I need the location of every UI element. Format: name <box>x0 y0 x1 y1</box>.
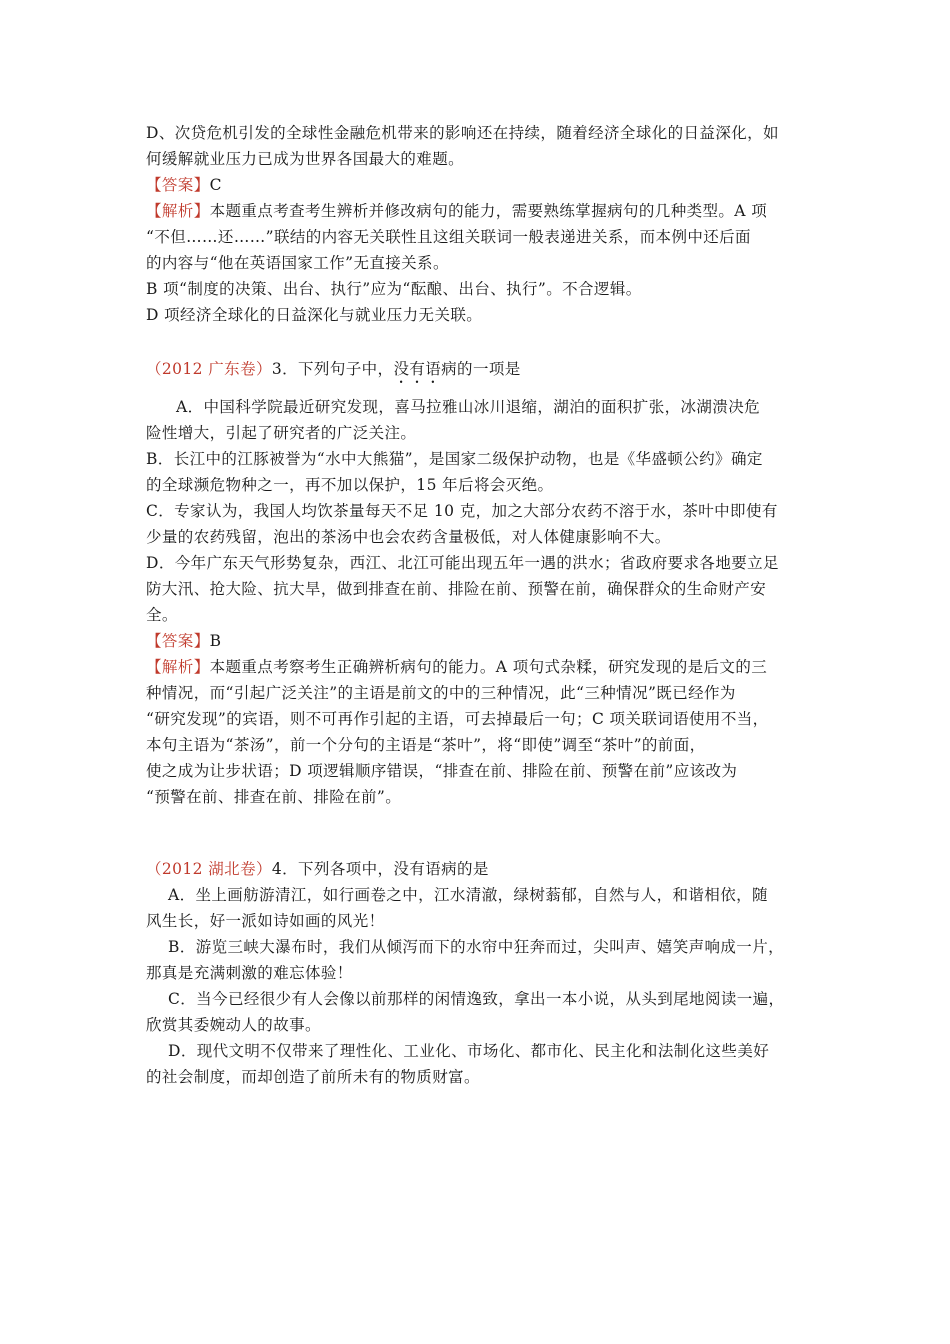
analysis-tag: 【解析】 <box>146 658 210 676</box>
option-c-line: 少量的农药残留，泡出的茶汤中也会农药含量极低，对人体健康影响不大。 <box>146 528 671 546</box>
analysis-line: 本句主语为“茶汤”，前一个分句的主语是“茶叶”，将“即使”调至“茶叶”的前面， <box>146 736 706 754</box>
analysis-line: “预警在前、排查在前、排险在前”。 <box>146 788 402 806</box>
option-d-line: 的社会制度，而却创造了前所未有的物质财富。 <box>146 1068 480 1086</box>
option-c-line: C．当今已经很少有人会像以前那样的闲情逸致，拿出一本小说，从头到尾地阅读一遍， <box>168 990 785 1008</box>
option-c-line: 欣赏其委婉动人的故事。 <box>146 1016 321 1034</box>
option-a-line: 风生长，好一派如诗如画的风光！ <box>146 912 385 930</box>
analysis-line: “研究发现”的宾语，则不可再作引起的主语，可去掉最后一句；C 项关联词语使用不当， <box>146 710 769 728</box>
option-d-line: D．今年广东天气形势复杂，西江、北江可能出现五年一遇的洪水；省政府要求各地要立足 <box>146 554 779 572</box>
analysis-line <box>146 198 816 224</box>
option-a-line: A．中国科学院最近研究发现，喜马拉雅山冰川退缩，湖泊的面积扩张，冰湖溃决危 <box>176 398 760 416</box>
answer-line <box>146 628 816 654</box>
answer-value: B <box>209 632 222 650</box>
analysis-line: “不但……还……”联结的内容无关联性且这组关联词一般表递进关系，而本例中还后面 <box>146 228 751 246</box>
answer-tag: 【答案】 <box>146 176 210 194</box>
stem-emphasis: 没有语 <box>393 360 442 378</box>
analysis-line: 的内容与“他在英语国家工作”无直接关系。 <box>146 254 449 272</box>
option-c-line: C．专家认为，我国人均饮茶量每天不足 10 克，加之大部分农药不溶于水，茶叶中即使有 <box>146 502 778 520</box>
option-b-line: 的全球濒危物种之一，再不加以保护，15 年后将会灭绝。 <box>146 476 554 494</box>
question-source: （2012 广东卷） <box>146 360 272 378</box>
stem-text: 4．下列各项中，没有语病的是 <box>271 860 489 878</box>
analysis-line <box>146 654 816 680</box>
option-b-line: B．长江中的江豚被誉为“水中大熊猫”，是国家二级保护动物，也是《华盛顿公约》确定 <box>146 450 763 468</box>
question-source: （2012 湖北卷） <box>146 860 272 878</box>
analysis-line: 使之成为让步状语；D 项逻辑顺序错误，“排查在前、排险在前、预警在前”应该改为 <box>146 762 738 780</box>
answer-tag: 【答案】 <box>146 632 210 650</box>
analysis-tag: 【解析】 <box>146 202 210 220</box>
question-4-section <box>146 856 816 1090</box>
option-a-line: A．坐上画舫游清江，如行画卷之中，江水清澈，绿树蓊郁，自然与人，和谐相依，随 <box>168 886 768 904</box>
option-d-line: 何缓解就业压力已成为世界各国最大的难题。 <box>146 150 465 168</box>
option-b-line: 那真是充满刺激的难忘体验！ <box>146 964 353 982</box>
question-3-section <box>146 356 816 382</box>
option-d-line: D．现代文明不仅带来了理性化、工业化、市场化、都市化、民主化和法制化这些美好 <box>168 1042 770 1060</box>
option-b-line: B．游览三峡大瀑布时，我们从倾泻而下的水帘中狂奔而过，尖叫声、嬉笑声响成一片， <box>168 938 784 956</box>
analysis-line: B 项“制度的决策、出台、执行”应为“酝酿、出台、执行”。不合逻辑。 <box>146 280 642 298</box>
answer-value: C <box>209 176 222 194</box>
option-d-line: 防大汛、抢大险、抗大旱，做到排查在前、排险在前、预警在前，确保群众的生命财产安 <box>146 580 767 598</box>
option-d-line: 全。 <box>146 606 178 624</box>
question-stem <box>146 856 816 882</box>
answer-line <box>146 172 816 198</box>
question-3-options <box>146 394 816 810</box>
question-stem <box>146 356 816 382</box>
analysis-line: D 项经济全球化的日益深化与就业压力无关联。 <box>146 306 483 324</box>
option-d-line: D、次贷危机引发的全球性金融危机带来的影响还在持续，随着经济全球化的日益深化，如 <box>146 124 779 142</box>
stem-text: 病的一项是 <box>441 360 521 378</box>
analysis-line: 种情况，而“引起广泛关注”的主语是前文的中的三种情况，此“三种情况”既已经作为 <box>146 684 736 702</box>
analysis-text: 本题重点考查考生辨析并修改病句的能力，需要熟练掌握病句的几种类型。A 项 <box>209 202 768 220</box>
question-2-section <box>146 120 816 328</box>
stem-text: 3．下列句子中， <box>271 360 394 378</box>
analysis-text: 本题重点考察考生正确辨析病句的能力。A 项句式杂糅，研究发现的是后文的三 <box>209 658 768 676</box>
option-a-line: 险性增大，引起了研究者的广泛关注。 <box>146 424 417 442</box>
